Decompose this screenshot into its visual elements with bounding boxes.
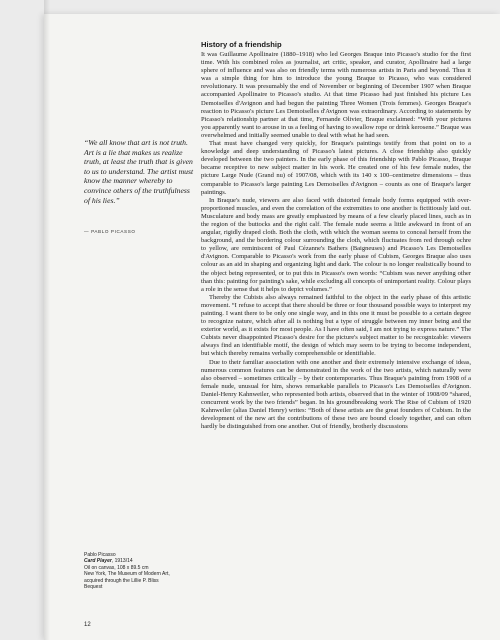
article-paragraph: Due to their familiar association with one another and their extremely intensive exchange of ideas, numerous common features can be demonstrated in the work of the two artists, which naturally were also observed – sometimes critically – by their contemporaries. Thus Braque's painting from 1908 of a female nude, unusual for him, shows remarkable parallels to Picasso's Les Demoiselles d'Avignon. Daniel-Henry Kahnweiler, who represented both artists, observed that in the winter of 1908/09 “shared, concurrent work by the two friends” began. In his groundbreaking work The Rise of Cubism of 1920 Kahnweiler (alias Daniel Henry) writes: “Both of these artists are the great founders of Cubism. In the development of the new art the contributions of these two are bound closely together, and can often hardly be distinguished from one another. Out of friendly, brotherly discussions xyxy=(201,358,471,431)
pull-quote-author: — PABLO PICASSO xyxy=(84,229,136,234)
caption-acquisition: acquired through the Lillie P. Bliss xyxy=(84,577,159,584)
article-paragraph: It was Guillaume Apollinaire (1880–1918) who led Georges Braque into Picasso's studio for the first time. With his combined roles as journalist, art critic, speaker, and curator, Apollinaire had a large sphere of influence and was also on friendly terms with numerous artists in Paris and beyond. Thus it was a simple thing for him to introduce the young Braque to Picasso, who was considered revolutionary. It was presumably the end of November or beginning of December 1907 when Braque accompanied Apollinaire to Picasso's studio. At that time Picasso had just finished his picture Les Demoiselles d'Avignon and had begun the painting Three Women (Trois femmes). Georges Braque's reaction to Picasso's picture Les Demoiselles d'Avignon was extraordinary. According to statements by Picasso's relationship partner at that time, Fernande Olivier, Braque exclaimed: “With your pictures you apparently want to arouse in us a feeling of having to swallow rope or drink kerosene.” Braque was overwhelmed and initially seemed unable to deal with what he had seen. xyxy=(201,51,471,139)
caption-artist: Pablo Picasso xyxy=(84,552,116,558)
article-paragraph: That must have changed very quickly, for Braque's paintings testify from that point on to a knowledge and deep understanding of Picasso's latest pictures. A close friendship also quickly developed between the two painters. In the early phase of this friendship with Pablo Picasso, Braque became receptive to new subject matter in his work. He created one of his few female nudes, the picture Large Nude (Grand nu) of 1907/08, which with its 140 x 100–centimetre dimensions – thus comparable to Picasso's large painting Les Demoiselles d'Avignon – counts as one of Braque's larger paintings. xyxy=(201,140,471,196)
caption-location: New York, The Museum of Modern Art, xyxy=(84,571,170,578)
caption-medium: Oil on canvas, 108 x 89.5 cm xyxy=(84,564,149,571)
image-caption xyxy=(84,552,196,590)
caption-bequest: Bequest xyxy=(84,584,103,591)
article-heading: History of a friendship xyxy=(201,40,282,49)
pull-quote: “We all know that art is not truth. Art is a lie that makes us realize truth, at least the truth that is given to us to understand. The artist must know the manner whereby to convince others of the truthfulness of his lies.” xyxy=(84,138,194,205)
page-number: 12 xyxy=(84,622,91,628)
caption-date: , 1913/14 xyxy=(111,558,133,565)
article-paragraph: In Braque's nude, viewers are also faced with distorted female body forms equipped with over-proportioned muscles, and even the correlation of the extremities to one another is fictitiously laid out. Musculature and body mass are greatly emphasized by means of a few clearly placed lines, such as in the region of the buttocks and the right calf. The female nude seems a little awkward in front of an angular, rigidly draped cloth. Both the cloth, with which the woman seems to conceal herself from the background, and the bordering colour surrounding the cloth, which fluctuates from red through ochre to yellow, are reminiscent of Paul Cézanne's Bathers (Baigneuses) and Picasso's Les Demoiselles d'Avignon. Comparable to Picasso's work from the early phase of Cubism, Georges Braque also uses colour as an aid in shaping and organizing light and dark. The colour is no longer realistically bound to the object being represented, or to put this in Picasso's own words: “Cubism was never anything other than this: painting for painting's sake, while excluding all concepts of unimportant reality. Colour plays a role in the sense that it helps to depict volumes.” xyxy=(201,196,471,293)
book-gutter-shadow xyxy=(44,0,50,640)
article xyxy=(201,40,471,431)
caption-title: Card Player xyxy=(84,558,112,565)
article-paragraph: Thereby the Cubists also always remained faithful to the object in the early phase of this artistic movement. “I refuse to accept that there should be three or four thousand possible ways to interpret my painting. I want there to be only one single way, and in this one it must be possible to a certain degree to recognize nature, which after all is nothing but a type of struggle between my inner being and the exterior world, as it exists for most people. As I have often said, I am not trying to express nature.” The Cubists never disappointed Picasso's desire for the picture's subject matter to be recognizable: viewers always find an identifiable motif, the design of which may seem to be trying to become independent, but which thereby remains verbally comprehensible or identifiable. xyxy=(201,293,471,358)
